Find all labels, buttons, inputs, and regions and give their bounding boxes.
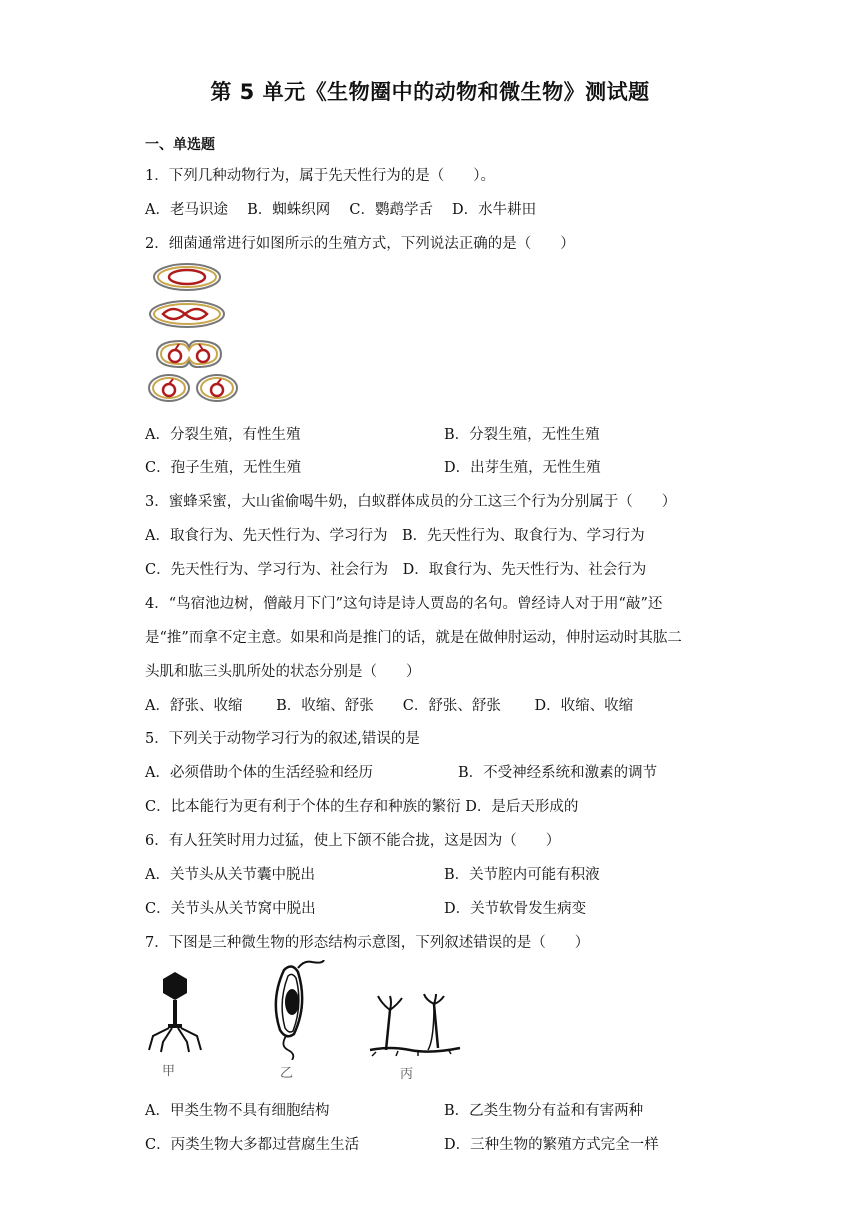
question-7-option-b: B．乙类生物分有益和有害两种 <box>444 1103 644 1119</box>
question-2-option-a: A．分裂生殖，有性生殖 <box>145 427 301 443</box>
bacterium-figure <box>262 960 332 1060</box>
question-2-stem: 2．细菌通常进行如图所示的生殖方式，下列说法正确的是（ ） <box>145 236 575 252</box>
section-heading: 一、单选题 <box>145 137 215 153</box>
label-jia: 甲 <box>162 1064 176 1079</box>
question-6-stem: 6．有人狂笑时用力过猛，使上下颌不能合拢，这是因为（ ） <box>145 833 561 849</box>
page-title: 第 5 单元《生物圈中的动物和微生物》测试题 <box>210 80 650 104</box>
question-6-option-c: C．关节头从关节窝中脱出 <box>145 901 316 917</box>
virus-figure <box>145 970 205 1055</box>
label-yi: 乙 <box>280 1066 294 1081</box>
question-3-options-row-2: C．先天性行为、学习行为、社会行为 D．取食行为、先天性行为、社会行为 <box>145 562 647 578</box>
question-2-option-c: C．孢子生殖，无性生殖 <box>145 460 302 476</box>
question-1-stem: 1．下列几种动物行为，属于先天性行为的是（ ）。 <box>145 168 495 184</box>
question-4-line-3: 头肌和肱三头肌所处的状态分别是（ ） <box>145 664 421 680</box>
question-4-options: A．舒张、收缩 B．收缩、舒张 C．舒张、舒张 D．收缩、收缩 <box>145 698 634 714</box>
question-4-line-2: 是“推”而拿不定主意。如果和尚是推门的话，就是在做伸肘运动，伸肘运动时其肱二 <box>145 630 682 646</box>
question-6-option-d: D．关节软骨发生病变 <box>444 901 587 917</box>
question-3-stem: 3．蜜蜂采蜜，大山雀偷喝牛奶，白蚁群体成员的分工这三个行为分别属于（ ） <box>145 494 677 510</box>
question-7-stem: 7．下图是三种微生物的形态结构示意图，下列叙述错误的是（ ） <box>145 935 590 951</box>
bacteria-division-figure <box>145 260 245 405</box>
question-4-line-1: 4．“鸟宿池边树，僧敲月下门”这句诗是诗人贾岛的名句。曾经诗人对于用“敲”还 <box>145 596 663 612</box>
fungus-figure <box>368 992 468 1057</box>
question-5-stem: 5．下列关于动物学习行为的叙述,错误的是 <box>145 731 420 747</box>
question-6-option-b: B．关节腔内可能有积液 <box>444 867 600 883</box>
question-2-option-b: B．分裂生殖，无性生殖 <box>444 427 600 443</box>
label-bing: 丙 <box>400 1067 414 1082</box>
question-5-options-c-d: C．比本能行为更有利于个体的生存和种族的繁衍 D．是后天形成的 <box>145 799 579 815</box>
question-2-option-d: D．出芽生殖，无性生殖 <box>444 460 601 476</box>
question-3-options-row-1: A．取食行为、先天性行为、学习行为 B．先天性行为、取食行为、学习行为 <box>145 528 645 544</box>
question-7-option-c: C．丙类生物大多都过营腐生生活 <box>145 1137 360 1153</box>
question-7-option-d: D．三种生物的繁殖方式完全一样 <box>444 1137 659 1153</box>
question-7-option-a: A．甲类生物不具有细胞结构 <box>145 1103 330 1119</box>
question-5-option-b: B．不受神经系统和激素的调节 <box>458 765 658 781</box>
question-1-options: A．老马识途 B．蜘蛛织网 C．鹦鹉学舌 D．水牛耕田 <box>145 202 537 218</box>
question-5-option-a: A．必须借助个体的生活经验和经历 <box>145 765 373 781</box>
question-6-option-a: A．关节头从关节囊中脱出 <box>145 867 315 883</box>
